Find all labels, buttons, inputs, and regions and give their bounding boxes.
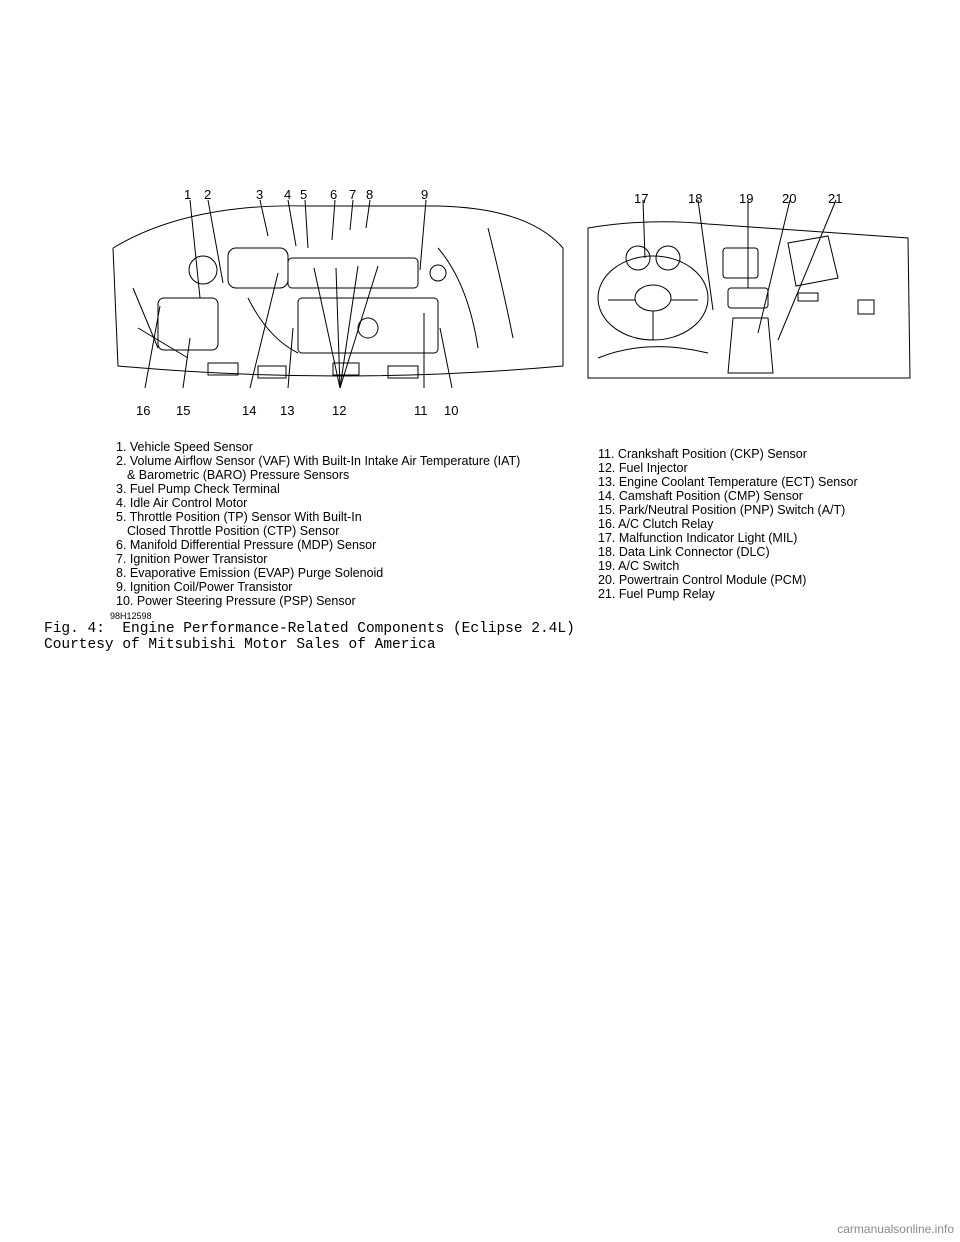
- legend-item: 14. Camshaft Position (CMP) Sensor: [598, 489, 803, 503]
- callout-15: 15: [176, 403, 191, 418]
- legend-item: 12. Fuel Injector: [598, 461, 688, 475]
- legend-item: 15. Park/Neutral Position (PNP) Switch (A/T): [598, 503, 846, 517]
- callout-14: 14: [242, 403, 257, 418]
- callout-16: 16: [136, 403, 151, 418]
- caption-credit: Courtesy of Mitsubishi Motor Sales of America: [44, 637, 436, 653]
- legend-item: 6. Manifold Differential Pressure (MDP) Sensor: [116, 538, 377, 552]
- callout-17: 17: [634, 191, 649, 206]
- legend-item: 2. Volume Airflow Sensor (VAF) With Built-In Intake Air Temperature (IAT): [116, 454, 521, 468]
- legend-item: 7. Ignition Power Transistor: [116, 552, 268, 566]
- legend-item: 19. A/C Switch: [598, 559, 680, 573]
- legend-item: 4. Idle Air Control Motor: [116, 496, 248, 510]
- legend-item: 9. Ignition Coil/Power Transistor: [116, 580, 293, 594]
- callout-11: 11: [414, 403, 428, 418]
- legend-item: 8. Evaporative Emission (EVAP) Purge Solenoid: [116, 566, 384, 580]
- callout-8: 8: [366, 187, 374, 202]
- legend-right: [598, 447, 858, 601]
- callout-20: 20: [782, 191, 797, 206]
- figure-caption: [44, 621, 575, 653]
- caption-title: Fig. 4: Engine Performance-Related Components (Eclipse 2.4L): [44, 621, 575, 637]
- legend-item: 11. Crankshaft Position (CKP) Sensor: [598, 447, 807, 461]
- legend-item: 16. A/C Clutch Relay: [598, 517, 714, 531]
- legend-left: [116, 440, 520, 608]
- callout-2: 2: [204, 187, 212, 202]
- callout-3: 3: [256, 187, 264, 202]
- callout-10: 10: [444, 403, 459, 418]
- callout-21: 21: [828, 191, 843, 206]
- legend-item: 17. Malfunction Indicator Light (MIL): [598, 531, 798, 545]
- figure: [108, 188, 920, 618]
- legend-item: & Barometric (BARO) Pressure Sensors: [127, 468, 350, 482]
- legend-item: 10. Power Steering Pressure (PSP) Sensor: [116, 594, 356, 608]
- legend-item: 20. Powertrain Control Module (PCM): [598, 573, 807, 587]
- callout-9: 9: [421, 187, 429, 202]
- legend-item: 13. Engine Coolant Temperature (ECT) Sensor: [598, 475, 858, 489]
- legend-item: 3. Fuel Pump Check Terminal: [116, 482, 280, 496]
- callout-4: 4: [284, 187, 292, 202]
- legend-item: 5. Throttle Position (TP) Sensor With Built-In: [116, 510, 362, 524]
- legend-item: 1. Vehicle Speed Sensor: [116, 440, 253, 454]
- callout-5: 5: [300, 187, 308, 202]
- callout-19: 19: [739, 191, 754, 206]
- dashboard-illustration: [108, 188, 920, 388]
- callout-12: 12: [332, 403, 347, 418]
- watermark: carmanualsonline.info: [837, 1222, 954, 1236]
- callout-1: 1: [184, 187, 192, 202]
- callout-6: 6: [330, 187, 338, 202]
- callout-18: 18: [688, 191, 703, 206]
- callout-7: 7: [349, 187, 357, 202]
- legend-item: 21. Fuel Pump Relay: [598, 587, 715, 601]
- figure-code: 98H12598: [110, 611, 152, 621]
- legend-item: Closed Throttle Position (CTP) Sensor: [127, 524, 340, 538]
- legend-item: 18. Data Link Connector (DLC): [598, 545, 770, 559]
- callout-13: 13: [280, 403, 295, 418]
